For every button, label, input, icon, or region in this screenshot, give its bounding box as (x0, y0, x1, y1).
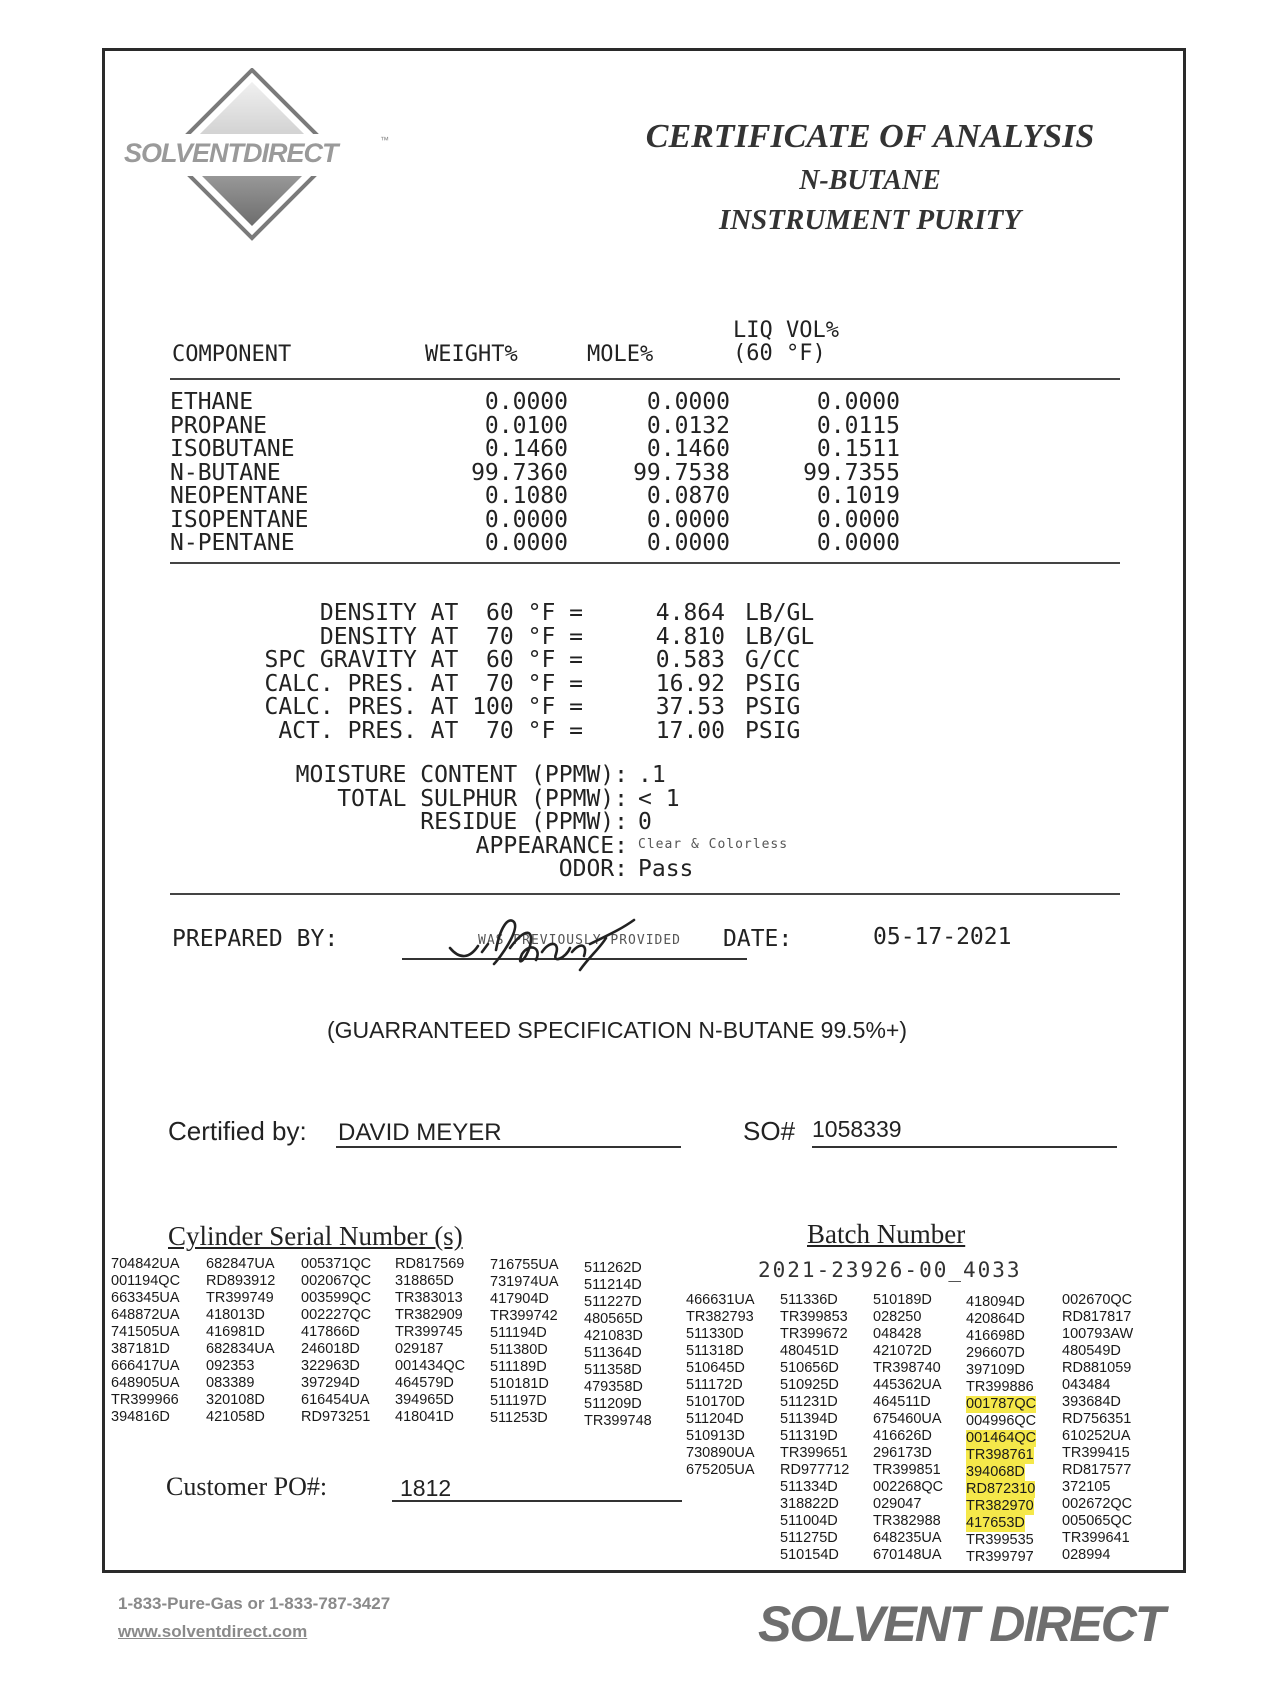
property-label: ACT. PRES. AT 70 °F = (278, 717, 583, 744)
batch-serial: 511004D (780, 1513, 838, 1529)
batch-serial: 675205UA (686, 1462, 755, 1478)
so-line (812, 1146, 1117, 1148)
batch-serial: TR399851 (873, 1462, 941, 1478)
quality-label: RESIDUE (PPMW): (420, 809, 628, 835)
cylinder-serial: 464579D (395, 1375, 454, 1391)
certified-by-line (336, 1146, 681, 1148)
property-label: CALC. PRES. AT 100 °F = (264, 694, 583, 720)
batch-serial: 001787QC (966, 1396, 1037, 1412)
batch-serial: 511334D (780, 1479, 838, 1495)
cylinder-serial: 318865D (395, 1273, 454, 1289)
quality-label: TOTAL SULPHUR (PPMW): (337, 785, 628, 812)
batch-serial: 511204D (686, 1411, 744, 1427)
cylinder-serial: 421058D (206, 1409, 265, 1425)
cylinder-serial: TR399742 (490, 1308, 558, 1324)
batch-serial: 420864D (966, 1311, 1025, 1327)
batch-serial: 510645D (686, 1360, 745, 1376)
header-component: COMPONENT (172, 342, 292, 367)
batch-serial: 511172D (686, 1377, 743, 1393)
cylinder-serial: 001194QC (111, 1273, 181, 1289)
cylinder-serial: 663345UA (111, 1290, 180, 1306)
mole-percent: 0.0000 (646, 389, 730, 415)
cylinder-serial: 394965D (395, 1392, 454, 1408)
cylinder-serial: 682834UA (206, 1341, 275, 1357)
table-bottom-rule (170, 562, 1120, 564)
batch-serial: TR382793 (686, 1309, 754, 1325)
cylinder-serial: 421083D (584, 1328, 643, 1344)
cylinder-serial: 741505UA (111, 1324, 180, 1340)
batch-serial: TR399853 (780, 1309, 848, 1325)
quality-value: 0 (638, 809, 652, 835)
so-number: 1058339 (812, 1116, 902, 1142)
batch-serial: 296607D (966, 1345, 1025, 1361)
batch-serial: 418094D (966, 1294, 1025, 1310)
batch-serial: 296173D (873, 1445, 932, 1461)
liq-vol-percent: 0.1019 (816, 483, 900, 509)
property-unit: G/CC (745, 647, 801, 673)
cylinder-serial: 397294D (301, 1375, 360, 1391)
cylinder-serial: TR399745 (395, 1324, 463, 1340)
cylinder-serial: 511253D (490, 1410, 548, 1426)
batch-serial: 648235UA (873, 1530, 942, 1546)
batch-serial: 028250 (873, 1309, 922, 1325)
batch-serial: 675460UA (873, 1411, 942, 1427)
batch-serial: TR398740 (873, 1360, 941, 1376)
cylinder-serial: 511197D (490, 1393, 547, 1409)
cylinder-serial: 003599QC (301, 1290, 372, 1306)
component-name: PROPANE (170, 412, 267, 439)
cylinder-serial: 511358D (584, 1362, 642, 1378)
batch-serial: 416698D (966, 1328, 1025, 1344)
cylinder-serial: TR382909 (395, 1307, 463, 1323)
batch-serial: 002268QC (873, 1479, 944, 1495)
cylinder-serial: 387181D (111, 1341, 170, 1357)
batch-serial: 397109D (966, 1362, 1025, 1378)
property-value: 37.53 (655, 694, 725, 720)
batch-serial: 511231D (780, 1394, 838, 1410)
property-unit: PSIG (745, 717, 801, 744)
batch-serial: 001464QC (966, 1430, 1037, 1446)
property-value: 16.92 (655, 670, 725, 697)
header-liq-vol: LIQ VOL% (733, 318, 839, 343)
batch-serial: 100793AW (1062, 1326, 1134, 1342)
component-name: ISOPENTANE (170, 506, 309, 533)
cylinder-serial: 511189D (490, 1359, 547, 1375)
batch-serial: RD817817 (1062, 1309, 1132, 1325)
cylinder-serial: 083389 (206, 1375, 255, 1391)
cylinder-serial: 029187 (395, 1341, 444, 1357)
weight-percent: 0.1080 (484, 483, 568, 509)
cylinder-serial: RD973251 (301, 1409, 371, 1425)
batch-serial: 028994 (1062, 1547, 1111, 1563)
batch-serial: 510925D (780, 1377, 839, 1393)
header-mole: MOLE% (587, 342, 654, 367)
cylinder-serial: TR399966 (111, 1392, 179, 1408)
batch-serial: 511318D (686, 1343, 744, 1359)
batch-serial: 730890UA (686, 1445, 755, 1461)
date-label: DATE: (723, 926, 793, 952)
cylinder-serial: 704842UA (111, 1256, 180, 1272)
batch-serial: 416626D (873, 1428, 932, 1444)
cylinder-serial: 322963D (301, 1358, 360, 1374)
batch-serial: TR399415 (1062, 1445, 1130, 1461)
cylinder-serial: RD893912 (206, 1273, 276, 1289)
batch-serial: 464511D (873, 1394, 931, 1410)
batch-serial: 318822D (780, 1496, 839, 1512)
batch-serial: 466631UA (686, 1292, 755, 1308)
cylinder-serial: 666417UA (111, 1358, 180, 1374)
property-label: CALC. PRES. AT 70 °F = (264, 670, 583, 697)
cylinder-serial: TR399748 (584, 1413, 652, 1429)
liq-vol-percent: 0.0000 (816, 530, 900, 556)
property-value: 4.810 (655, 623, 725, 650)
cylinder-serial: 511194D (490, 1325, 547, 1341)
weight-percent: 99.7360 (471, 459, 568, 486)
cylinder-serial: 394816D (111, 1409, 170, 1425)
footer-website-link[interactable]: www.solventdirect.com (118, 1622, 308, 1641)
batch-serial: 393684D (1062, 1394, 1121, 1410)
cylinder-serial: 731974UA (490, 1274, 559, 1290)
batch-serial: 417653D (966, 1515, 1025, 1531)
batch-serial: TR382970 (966, 1498, 1034, 1514)
quality-label: APPEARANCE: (475, 832, 628, 859)
cylinder-serial: 320108D (206, 1392, 265, 1408)
cylinder-serial: 510181D (490, 1376, 549, 1392)
batch-serial: 510189D (873, 1292, 932, 1308)
batch-serial: TR399886 (966, 1379, 1034, 1395)
cylinder-serial: 511227D (584, 1294, 642, 1310)
cylinder-serial: 246018D (301, 1341, 360, 1357)
certified-by-label: Certified by: (168, 1116, 307, 1146)
batch-serial: 511394D (780, 1411, 838, 1427)
mole-percent: 0.0132 (646, 412, 730, 439)
purity-grade: INSTRUMENT PURITY (718, 204, 1022, 236)
cylinder-serial: 511364D (584, 1345, 642, 1361)
prepared-by-label: PREPARED BY: (172, 926, 339, 952)
mole-percent: 0.0870 (646, 483, 730, 509)
property-value: 17.00 (655, 717, 725, 744)
batch-serial: 510170D (686, 1394, 745, 1410)
footer-phone: 1-833-Pure-Gas or 1-833-787-3427 (118, 1594, 391, 1613)
batch-serial: 043484 (1062, 1377, 1111, 1393)
component-name: N-PENTANE (170, 530, 295, 556)
cylinder-serial: 511262D (584, 1260, 642, 1276)
batch-serial: 394068D (966, 1464, 1025, 1480)
liq-vol-percent: 99.7355 (803, 459, 900, 486)
batch-serial: 670148UA (873, 1547, 942, 1563)
property-value: 4.864 (655, 600, 725, 626)
cylinder-serial: 002067QC (301, 1273, 372, 1289)
batch-serial: 511319D (780, 1428, 838, 1444)
batch-serial: 005065QC (1062, 1513, 1133, 1529)
batch-serial: 002672QC (1062, 1496, 1133, 1512)
cylinder-serial: 479358D (584, 1379, 643, 1395)
weight-percent: 0.0000 (484, 530, 568, 556)
batch-serial: 048428 (873, 1326, 922, 1342)
weight-percent: 0.0100 (484, 412, 568, 439)
cylinder-serial: 682847UA (206, 1256, 275, 1272)
customer-po-line (392, 1500, 682, 1502)
mole-percent: 0.0000 (646, 530, 730, 556)
table-top-rule (170, 378, 1120, 380)
properties-rule (170, 893, 1120, 895)
cylinder-serial: 511214D (584, 1277, 642, 1293)
liq-vol-percent: 0.0000 (816, 389, 900, 415)
property-label: SPC GRAVITY AT 60 °F = (264, 647, 583, 673)
component-name: N-BUTANE (170, 459, 281, 486)
weight-percent: 0.0000 (484, 389, 568, 415)
batch-serial: 511275D (780, 1530, 838, 1546)
quality-value: < 1 (638, 785, 680, 812)
batch-serial: 372105 (1062, 1479, 1111, 1495)
date-value: 05-17-2021 (873, 924, 1012, 950)
prepared-by-overlay: WAS PREVIOUSLY PROVIDED (478, 933, 682, 948)
batch-serial: 421072D (873, 1343, 932, 1359)
property-value: 0.583 (655, 647, 725, 673)
quality-value: Pass (638, 856, 694, 882)
customer-po-label: Customer PO#: (166, 1472, 328, 1501)
property-unit: LB/GL (745, 600, 815, 626)
batch-serial: RD872310 (966, 1481, 1036, 1497)
property-label: DENSITY AT 60 °F = (319, 600, 583, 626)
component-name: ETHANE (170, 389, 254, 415)
weight-percent: 0.0000 (484, 506, 568, 533)
cylinder-serial: 480565D (584, 1311, 643, 1327)
property-unit: PSIG (745, 670, 801, 697)
property-unit: PSIG (745, 694, 801, 720)
cylinder-serial: 417866D (301, 1324, 360, 1340)
batch-number-title: Batch Number (807, 1219, 966, 1249)
batch-serial: 004996QC (966, 1413, 1037, 1429)
property-label: DENSITY AT 70 °F = (319, 623, 583, 650)
quality-label: ODOR: (558, 856, 628, 882)
guaranteed-specification: (GUARRANTEED SPECIFICATION N-BUTANE 99.5%+) (327, 1017, 907, 1043)
logo-text: SOLVENTDIRECT (124, 138, 338, 168)
batch-serial: RD881059 (1062, 1360, 1132, 1376)
batch-serial: RD817577 (1062, 1462, 1132, 1478)
batch-serial: 511336D (780, 1292, 838, 1308)
batch-serial: 510656D (780, 1360, 839, 1376)
cylinder-serial: 417904D (490, 1291, 549, 1307)
cylinder-serial: 002227QC (301, 1307, 372, 1323)
mole-percent: 99.7538 (633, 459, 730, 486)
batch-serial: 510154D (780, 1547, 839, 1563)
batch-serial: TR399535 (966, 1532, 1034, 1548)
certified-by-name: DAVID MEYER (338, 1119, 502, 1146)
header-weight: WEIGHT% (425, 342, 518, 367)
cylinder-serial: 511209D (584, 1396, 642, 1412)
liq-vol-percent: 0.0000 (816, 506, 900, 533)
quality-value: Clear & Colorless (638, 836, 789, 852)
property-unit: LB/GL (745, 623, 815, 650)
batch-serial: RD977712 (780, 1462, 850, 1478)
mole-percent: 0.1460 (646, 436, 730, 462)
batch-serial: TR399641 (1062, 1530, 1130, 1546)
batch-serial: TR399672 (780, 1326, 848, 1342)
batch-number: 2021-23926-00_4033 (758, 1258, 1022, 1282)
liq-vol-percent: 0.1511 (816, 436, 900, 462)
cylinder-serial: 648872UA (111, 1307, 180, 1323)
batch-serial: 610252UA (1062, 1428, 1131, 1444)
component-name: NEOPENTANE (170, 483, 309, 509)
header-liq-temp: (60 °F) (733, 341, 826, 366)
batch-serial: 510913D (686, 1428, 745, 1444)
cylinder-serial: 418041D (395, 1409, 454, 1425)
so-label: SO# (743, 1116, 796, 1146)
footer-brand: SOLVENT DIRECT (758, 1596, 1164, 1652)
cylinder-serial: 092353 (206, 1358, 255, 1374)
batch-serial: TR399651 (780, 1445, 848, 1461)
component-name: ISOBUTANE (170, 436, 295, 462)
batch-serial: 029047 (873, 1496, 922, 1512)
cylinder-serial: 716755UA (490, 1257, 559, 1273)
cylinder-serial: 416981D (206, 1324, 265, 1340)
liq-vol-percent: 0.0115 (816, 412, 900, 439)
cylinder-serial-title: Cylinder Serial Number (s) (168, 1221, 463, 1251)
batch-serial: 002670QC (1062, 1292, 1133, 1308)
batch-serial: TR382988 (873, 1513, 941, 1529)
product-name: N-BUTANE (799, 165, 941, 196)
batch-serial: 511330D (686, 1326, 744, 1342)
cylinder-serial: 511380D (490, 1342, 548, 1358)
cylinder-serial: 005371QC (301, 1256, 372, 1272)
batch-serial: TR399797 (966, 1549, 1034, 1565)
quality-label: MOISTURE CONTENT (PPMW): (295, 762, 628, 788)
weight-percent: 0.1460 (484, 436, 568, 462)
batch-serial: 445362UA (873, 1377, 942, 1393)
cylinder-serial: 648905UA (111, 1375, 180, 1391)
quality-value: .1 (638, 762, 666, 788)
batch-serial: RD756351 (1062, 1411, 1132, 1427)
mole-percent: 0.0000 (646, 506, 730, 533)
batch-serial: 480549D (1062, 1343, 1121, 1359)
cylinder-serial: TR383013 (395, 1290, 463, 1306)
certificate-title: CERTIFICATE OF ANALYSIS (645, 118, 1095, 155)
customer-po-number: 1812 (400, 1475, 452, 1501)
cylinder-serial: 616454UA (301, 1392, 370, 1408)
cylinder-serial: 418013D (206, 1307, 265, 1323)
cylinder-serial: RD817569 (395, 1256, 465, 1272)
signature-image (430, 908, 650, 978)
cylinder-serial: TR399749 (206, 1290, 274, 1306)
trademark-mark: ™ (380, 135, 389, 145)
batch-serial: 480451D (780, 1343, 839, 1359)
batch-serial: TR398761 (966, 1447, 1034, 1463)
cylinder-serial: 001434QC (395, 1358, 466, 1374)
